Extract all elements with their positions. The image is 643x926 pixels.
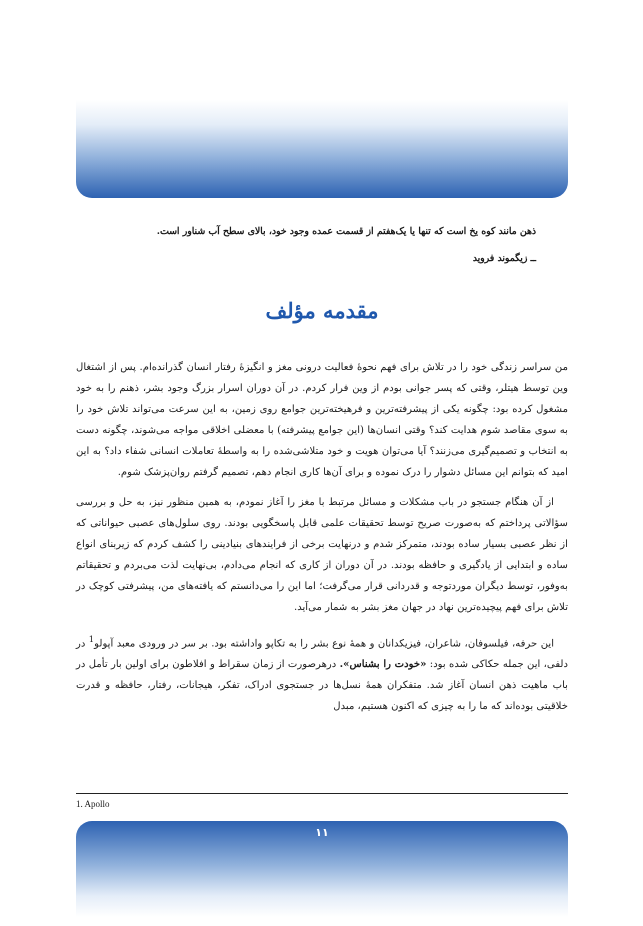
paragraph-1: من سراسر زندگی خود را در تلاش برای فهم نحوهٔ فعالیت درونی مغز و انگیزهٔ رفتار انسان گذرانده‌ام. پس از اشتغال وین توسط هیتلر، وقتی که پسر جوانی بودم از وین فرار کردم. در آن دوران اسرار بزرگ وجود بشر، ذهنم را به خود مشغول کرده بود: چگونه یکی از پیشرفته‌ترین و فرهیخته‌ترین جوامع روی زمین، به این سرعت می‌تواند تلاش خود را به سوی مقاصد شوم هدایت کند؟ وقتی انسان‌ها (این جوامع پیشرفته) با معضلی اخلاقی مواجه می‌شوند، چگونه دست به انتخاب و تصمیم‌گیری می‌زنند؟ آیا می‌توان هویت و خود متلاشی‌شده را به واسطهٔ تعاملات انسانی شفاء داد؟ به این امید که بتوانم این مسائل دشوار را درک نموده و برای آن‌ها کاری انجام دهم، تصمیم گرفتم روان‌پزشک شوم. [76, 362, 568, 478]
footnote-marker[interactable]: 1 [88, 633, 95, 644]
paragraph-3-end: درهرصورت از زمان سقراط و افلاطون برای اولین بار تأمل در باب ماهیت ذهن انسان آغاز شد. متفکران همهٔ نسل‌ها در جستجوی ادراک، تفکر، هیجانات، رفتار، حافظه و قدرت خلاقیتی بوده‌اند که ما را به چیزی که اکنون هستیم، مبدل [76, 659, 568, 712]
epigraph-author: ــ زیگموند فروید [472, 253, 536, 264]
paragraph-3-middle: در دلفی، این جمله حکاکی شده بود: [76, 638, 569, 671]
epigraph-quote: ذهن مانند کوه یخ است که تنها یا یک‌هفتم از قسمت عمده وجود خود، بالای سطح آب شناور است. [156, 226, 536, 237]
chapter-title: مقدمه مؤلف [265, 298, 379, 323]
know-thyself-quote: «خودت را بشناس». [339, 659, 427, 671]
page-number: ۱۱ [315, 826, 329, 839]
paragraph-2: از آن هنگام جستجو در باب مشکلات و مسائل مرتبط با مغز را آغاز نمودم، به همین منظور نیز، به حل و بررسی سؤالاتی پرداختم که به‌صورت صریح توسط تحقیقات علمی قابل پاسخگویی بودند. روی سلول‌های عصبی حیواناتی که از نظر عصبی بسیار ساده بودند، متمرکز شدم و درنهایت برخی از فرایندهای بنیادینی را کشف کردم که زیربنای انواع ساده و ابتدایی از یادگیری و حافظه بودند. در آن دوران از کاری که انجام می‌دادم، بی‌نهایت لذت می‌بردم و تحقیقاتم به‌وفور، توسط دیگران موردتوجه و قدردانی قرار می‌گرفت؛ اما این را می‌دانستم که یافته‌های من، پیشرفتی کوچک در تلاش برای فهم پیچیده‌ترین نهاد در جهان مغز بشر به شمار می‌آید. [76, 497, 568, 613]
footnote: 1. Apollo [76, 799, 110, 809]
paragraph-3 [76, 629, 568, 718]
body-text [76, 358, 568, 728]
footnote-divider [76, 793, 568, 794]
header-decorative-band [76, 100, 568, 198]
paragraph-3-start: این حرفه، فیلسوفان، شاعران، فیزیکدانان و همهٔ نوع بشر را به تکاپو واداشته بود. بر سر در ورودی معبد آپولو [94, 638, 555, 650]
